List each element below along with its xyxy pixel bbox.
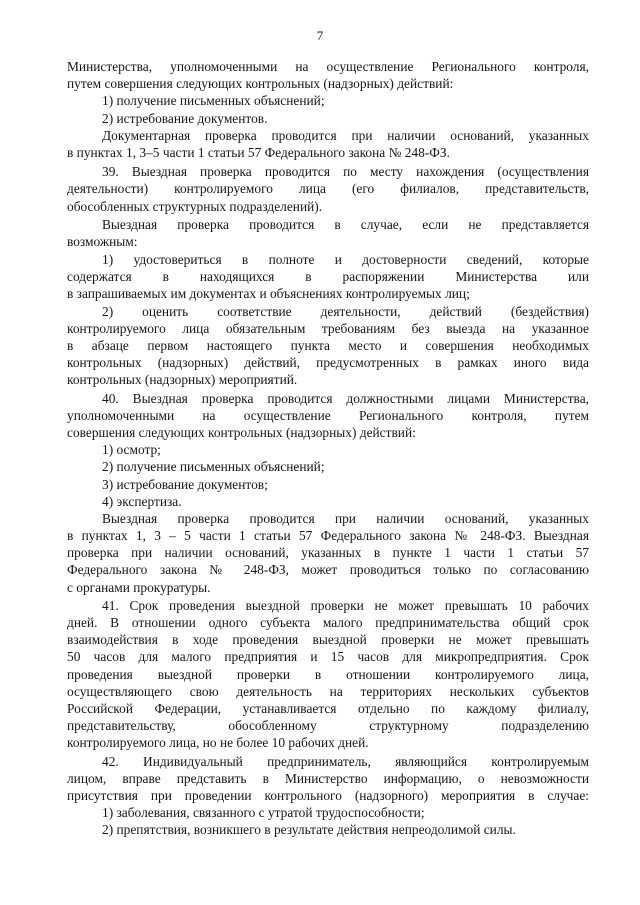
text-line: 40. Выездная проверка проводится должностными лицами Министерства, <box>102 390 589 406</box>
text-line: в абзаце первом настоящего пункта место и совершения необходимых <box>67 338 589 353</box>
text-line: содержатся в находящихся в распоряжении Министерства или <box>67 269 589 285</box>
text-line: представительству, обособленному структурному подразделению <box>67 718 589 734</box>
text-line: обособленных структурных подразделений). <box>67 198 323 214</box>
text-line: контролируемого лица, но не более 10 рабочих дней. <box>67 735 369 751</box>
text-line: совершения следующих контрольных (надзорных) действий: <box>67 424 416 440</box>
text-line: уполномоченными на осуществление Регионального контроля, путем <box>67 407 589 423</box>
text-line: 1) удостовериться в полноте и достоверности сведений, которые <box>102 252 589 268</box>
page-number: 7 <box>316 28 324 43</box>
text-line: лицом, вправе представить в Министерство информацию, о невозможности <box>67 770 589 786</box>
text-line: проверка при наличии оснований, указанных в пункте 1 части 1 статьи 57 <box>67 545 589 561</box>
text-line: путем совершения следующих контрольных (надзорных) действий: <box>67 76 454 92</box>
text-line: 2) оценить соответствие деятельности, действий (бездействия) <box>102 303 589 319</box>
text-line: Документарная проверка проводится при наличии оснований, указанных <box>102 127 589 143</box>
text-line: в пунктах 1, 3–5 части 1 статьи 57 Федерального закона № 248-ФЗ. <box>67 144 450 160</box>
text-line: присутствия при проведении контрольного (надзорного) мероприятия в случае: <box>67 787 589 803</box>
text-line: осуществляющего свою деятельность на территориях нескольких субъектов <box>67 683 589 699</box>
text-line: возможным: <box>67 233 138 249</box>
text-line: 41. Срок проведения выездной проверки не может превышать 10 рабочих <box>102 597 589 613</box>
text-line: взаимодействия в ходе проведения выездной проверки не может превышать <box>67 632 589 648</box>
text-line: дней. В отношении одного субъекта малого предпринимательства общий срок <box>67 615 589 630</box>
text-line: в пунктах 1, 3 – 5 части 1 статьи 57 Федерального закона № 248-ФЗ. Выездная <box>67 528 589 544</box>
text-line: 4) экспертиза. <box>102 493 182 509</box>
text-line: проведения выездной проверки в отношении контролируемого лица, <box>67 666 589 682</box>
text-line: Министерства, уполномоченными на осуществление Регионального контроля, <box>67 59 589 74</box>
text-line: 1) получение письменных объяснений; <box>102 93 325 109</box>
text-line: деятельности) контролируемого лица (его филиалов, представительств, <box>67 181 589 197</box>
text-line: в запрашиваемых им документах и объяснениях контролируемых лиц; <box>67 286 470 302</box>
text-line: контрольных (надзорных) действий, предусмотренных в рамках иного вида <box>67 355 589 371</box>
text-line: Федерального закона № 248-ФЗ, может проводиться только по согласованию <box>67 562 589 578</box>
text-line: с органами прокуратуры. <box>67 579 211 595</box>
text-line: Российской Федерации, устанавливается отдельно по каждому филиалу, <box>67 700 589 716</box>
text-line: 1) заболевания, связанного с утратой трудоспособности; <box>102 805 425 821</box>
text-line: 3) истребование документов; <box>102 476 268 492</box>
text-line: Выездная проверка проводится при наличии оснований, указанных <box>102 510 589 526</box>
text-line: 1) осмотр; <box>102 442 161 458</box>
text-line: 42. Индивидуальный предприниматель, являющийся контролируемым <box>102 753 589 769</box>
text-line: 39. Выездная проверка проводится по месту нахождения (осуществления <box>102 164 589 180</box>
text-line: 2) получение письменных объяснений; <box>102 459 325 475</box>
text-line: 50 часов для малого предприятия и 15 часов для микропредприятия. Срок <box>67 649 589 665</box>
text-line: 2) истребование документов. <box>102 110 268 126</box>
text-line: контролируемого лица обязательным требованиям без выезда на указанное <box>67 320 589 336</box>
text-line: контрольных (надзорных) мероприятий. <box>67 372 298 388</box>
text-line: Выездная проверка проводится в случае, если не представляется <box>102 216 589 232</box>
text-line: 2) препятствия, возникшего в результате действия непреодолимой силы. <box>102 822 516 838</box>
document-body <box>67 58 589 838</box>
